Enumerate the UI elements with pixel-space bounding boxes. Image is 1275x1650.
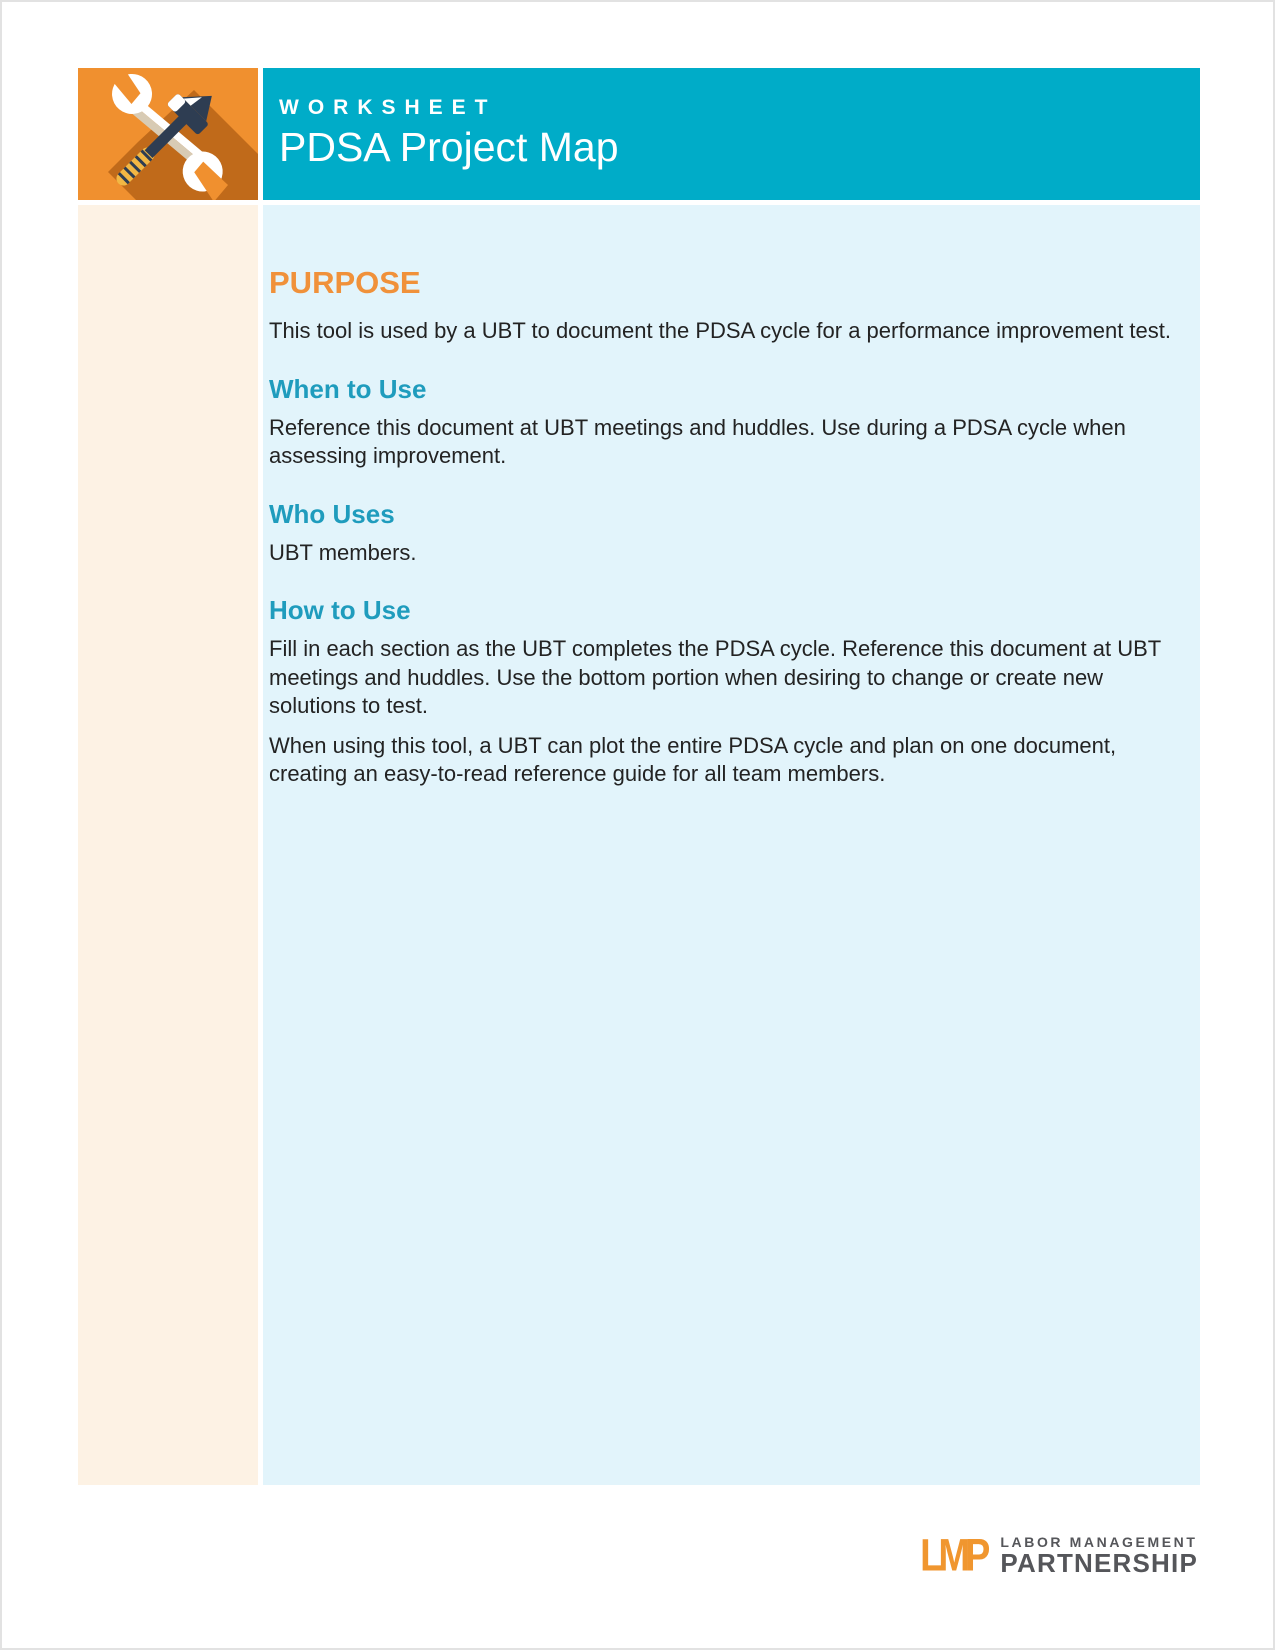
- how-to-use-body-2: When using this tool, a UBT can plot the entire PDSA cycle and plan on one document, creating an easy-to-read reference guide for all team members.: [269, 732, 1117, 786]
- who-uses-heading: Who Uses: [269, 498, 395, 529]
- who-uses-body: UBT members.: [269, 539, 417, 565]
- page-body: [78, 205, 1200, 1485]
- lmp-logo-text: [1000, 1534, 1198, 1577]
- title-band: [263, 68, 1200, 200]
- content-area: [263, 205, 1200, 1485]
- logo-partnership: PARTNERSHIP: [1000, 1548, 1198, 1578]
- lmp-logo-mark: LMP: [920, 1530, 986, 1581]
- wrench-hammer-icon: [78, 68, 258, 200]
- tools-icon-box: [78, 68, 258, 200]
- purpose-heading: PURPOSE: [269, 265, 421, 300]
- page-header: [78, 68, 1200, 200]
- purpose-body: This tool is used by a UBT to document the PDSA cycle for a performance improvement test.: [269, 318, 1171, 343]
- logo-labor-management: LABOR MANAGEMENT: [1000, 1534, 1198, 1550]
- page-title: PDSA Project Map: [279, 124, 619, 170]
- how-to-use-heading: How to Use: [269, 595, 411, 625]
- worksheet-eyebrow: WORKSHEET: [279, 96, 497, 119]
- lmp-logo: [920, 1530, 1198, 1581]
- how-to-use-body-1: Fill in each section as the UBT completes the PDSA cycle. Reference this document at UBT meetings and huddles. Use the bottom portion when desiring to change or create new solutions to test.: [269, 636, 1161, 718]
- when-to-use-heading: When to Use: [269, 373, 427, 404]
- left-accent-sidebar: [78, 205, 258, 1485]
- when-to-use-body: Reference this document at UBT meetings and huddles. Use during a PDSA cycle when assessing improvement.: [269, 414, 1126, 468]
